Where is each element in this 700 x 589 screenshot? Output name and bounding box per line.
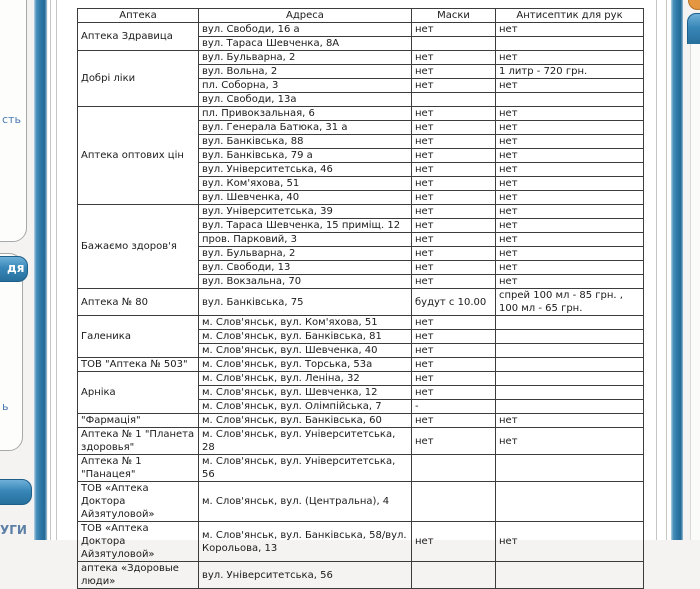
masks-cell [412, 482, 496, 522]
pharmacy-name-cell: Аптека № 80 [78, 289, 199, 316]
table-row [78, 562, 644, 589]
address-cell: м. Слов'янськ, вул. Шевченка, 12 [199, 386, 412, 400]
right-frame-bar [671, 0, 683, 540]
antiseptic-cell: нет [496, 219, 644, 233]
address-cell: м. Слов'янськ, вул. Банківська, 58/вул. Корольова, 13 [199, 522, 412, 562]
address-cell: вул. Генерала Батюка, 31 а [199, 121, 412, 135]
table-row [78, 289, 644, 316]
pharmacy-name-cell: Аптека Здравица [78, 23, 199, 51]
antiseptic-cell: нет [496, 428, 644, 455]
antiseptic-cell: нет [496, 205, 644, 219]
left-sidebar-panel-mid [0, 253, 23, 451]
antiseptic-cell [496, 482, 644, 522]
address-cell: вул. Свободи, 13а [199, 93, 412, 107]
address-cell: вул. Бульварна, 2 [199, 51, 412, 65]
antiseptic-cell: нет [496, 275, 644, 289]
masks-cell: нет [412, 428, 496, 455]
address-cell: вул. Банківська, 75 [199, 289, 412, 316]
address-cell: вул. Вокзальна, 70 [199, 275, 412, 289]
panel-border-line [50, 0, 51, 540]
address-cell: вул. Ком'яхова, 51 [199, 177, 412, 191]
antiseptic-cell [496, 386, 644, 400]
table-row [78, 51, 644, 65]
masks-cell: нет [412, 275, 496, 289]
table-body [78, 23, 644, 589]
masks-cell: - [412, 400, 496, 414]
address-cell: пл. Соборна, 3 [199, 79, 412, 93]
pharmacy-name-cell: "Фармація" [78, 414, 199, 428]
address-cell: вул. Університетська, 56 [199, 562, 412, 589]
antiseptic-cell: нет [496, 23, 644, 37]
antiseptic-cell [496, 358, 644, 372]
table-row [78, 316, 644, 330]
left-sidebar-tab-bottom [0, 479, 32, 505]
address-cell: м. Слов'янськ, вул. Леніна, 32 [199, 372, 412, 386]
sidebar-menu-item-fragment[interactable]: сть [2, 113, 21, 126]
masks-cell: будут с 10.00 [412, 289, 496, 316]
address-cell: м. Слов'янськ, вул. (Центральна), 4 [199, 482, 412, 522]
masks-cell: нет [412, 79, 496, 93]
masks-cell: нет [412, 177, 496, 191]
masks-cell: нет [412, 205, 496, 219]
pharmacy-name-cell: Добрі ліки [78, 51, 199, 107]
antiseptic-cell [496, 400, 644, 414]
column-header: Антисептик для рук [496, 9, 644, 23]
table-row [78, 372, 644, 386]
pharmacy-name-cell: Аптека оптових цін [78, 107, 199, 205]
address-cell: м. Слов'янськ, вул. Ком'яхова, 51 [199, 316, 412, 330]
antiseptic-cell [496, 37, 644, 51]
table-row [78, 522, 644, 562]
left-frame-bar [34, 0, 47, 540]
antiseptic-cell [496, 344, 644, 358]
column-header: Маски [412, 9, 496, 23]
table-row [78, 107, 644, 121]
masks-cell: нет [412, 51, 496, 65]
orange-badge-icon [688, 0, 700, 10]
address-cell: вул. Університетська, 46 [199, 163, 412, 177]
table-row [78, 358, 644, 372]
column-header: Аптека [78, 9, 199, 23]
pharmacy-name-cell: аптека «Здоровые люди» [78, 562, 199, 589]
address-cell: вул. Свободи, 13 [199, 261, 412, 275]
table-row [78, 482, 644, 522]
pharmacy-name-cell: ТОВ «Аптека Доктора Айзятуловой» [78, 482, 199, 522]
pharmacy-name-cell: Арніка [78, 372, 199, 414]
sidebar-footer-label-fragment: УГИ [0, 523, 27, 537]
masks-cell: нет [412, 191, 496, 205]
masks-cell: нет [412, 316, 496, 330]
masks-cell: нет [412, 330, 496, 344]
table-row [78, 455, 644, 482]
antiseptic-cell [496, 455, 644, 482]
masks-cell [412, 37, 496, 51]
masks-cell: нет [412, 247, 496, 261]
address-cell: м. Слов'янськ, вул. Банківська, 60 [199, 414, 412, 428]
table-row [78, 205, 644, 219]
address-cell: вул. Банківська, 79 а [199, 149, 412, 163]
masks-cell: нет [412, 233, 496, 247]
address-cell: м. Слов'янськ, вул. Олімпійська, 7 [199, 400, 412, 414]
masks-cell [412, 455, 496, 482]
sidebar-menu-item-fragment[interactable]: ь [2, 400, 9, 413]
masks-cell: нет [412, 149, 496, 163]
antiseptic-cell [496, 93, 644, 107]
right-sidebar-tab [687, 13, 700, 44]
pharmacy-name-cell: Аптека № 1 "Панацея" [78, 455, 199, 482]
address-cell: вул. Університетська, 39 [199, 205, 412, 219]
panel-border-line [666, 0, 667, 540]
address-cell: м. Слов'янськ, вул. Торська, 53а [199, 358, 412, 372]
antiseptic-cell [496, 316, 644, 330]
panel-border-line [656, 0, 657, 540]
address-cell: вул. Бульварна, 2 [199, 247, 412, 261]
address-cell: вул. Вольна, 2 [199, 65, 412, 79]
table-row [78, 428, 644, 455]
antiseptic-cell: нет [496, 121, 644, 135]
address-cell: вул. Тараса Шевченка, 8А [199, 37, 412, 51]
address-cell: м. Слов'янськ, вул. Університетська, 56 [199, 455, 412, 482]
sidebar-tab-label-fragment: дя [7, 261, 25, 275]
antiseptic-cell [496, 330, 644, 344]
table-row [78, 414, 644, 428]
column-header: Адреса [199, 9, 412, 23]
pharmacy-name-cell: ТОВ "Аптека № 503" [78, 358, 199, 372]
masks-cell: нет [412, 344, 496, 358]
address-cell: вул. Шевченка, 40 [199, 191, 412, 205]
right-sidebar-panel [690, 44, 700, 540]
pharmacy-name-cell: ТОВ «Аптека Доктора Айзятуловой» [78, 522, 199, 562]
panel-border-line [56, 0, 57, 540]
masks-cell: нет [412, 358, 496, 372]
address-cell: м. Слов'янськ, вул. Банківська, 81 [199, 330, 412, 344]
masks-cell: нет [412, 121, 496, 135]
antiseptic-cell: нет [496, 414, 644, 428]
antiseptic-cell: нет [496, 247, 644, 261]
antiseptic-cell: нет [496, 149, 644, 163]
antiseptic-cell: нет [496, 177, 644, 191]
address-cell: пл. Привокзальная, 6 [199, 107, 412, 121]
address-cell: пров. Парковий, 3 [199, 233, 412, 247]
antiseptic-cell: нет [496, 522, 644, 562]
table-header-row [78, 9, 644, 23]
masks-cell: нет [412, 163, 496, 177]
address-cell: вул. Банківська, 88 [199, 135, 412, 149]
antiseptic-cell: нет [496, 51, 644, 65]
masks-cell [412, 562, 496, 589]
masks-cell: нет [412, 23, 496, 37]
address-cell: вул. Свободи, 16 а [199, 23, 412, 37]
masks-cell: нет [412, 522, 496, 562]
antiseptic-cell: нет [496, 163, 644, 177]
pharmacy-name-cell: Галеника [78, 316, 199, 358]
antiseptic-cell: нет [496, 135, 644, 149]
masks-cell: нет [412, 107, 496, 121]
pharmacy-name-cell: Бажаємо здоров'я [78, 205, 199, 289]
masks-cell: нет [412, 219, 496, 233]
antiseptic-cell [496, 562, 644, 589]
antiseptic-cell [496, 372, 644, 386]
address-cell: вул. Тараса Шевченка, 15 приміщ. 12 [199, 219, 412, 233]
address-cell: м. Слов'янськ, вул. Університетська, 28 [199, 428, 412, 455]
antiseptic-cell: нет [496, 233, 644, 247]
masks-cell: нет [412, 372, 496, 386]
masks-cell: нет [412, 261, 496, 275]
address-cell: м. Слов'янськ, вул. Шевченка, 40 [199, 344, 412, 358]
antiseptic-cell: нет [496, 191, 644, 205]
antiseptic-cell: 1 литр - 720 грн. [496, 65, 644, 79]
masks-cell: нет [412, 135, 496, 149]
antiseptic-cell: нет [496, 107, 644, 121]
antiseptic-cell: спрей 100 мл - 85 грн. , 100 мл - 65 грн. [496, 289, 644, 316]
pharmacy-name-cell: Аптека № 1 "Планета здоровья" [78, 428, 199, 455]
masks-cell: нет [412, 386, 496, 400]
pharmacy-table [77, 8, 644, 589]
masks-cell: нет [412, 414, 496, 428]
antiseptic-cell: нет [496, 261, 644, 275]
table-row [78, 23, 644, 37]
masks-cell [412, 93, 496, 107]
masks-cell: нет [412, 65, 496, 79]
antiseptic-cell: нет [496, 79, 644, 93]
